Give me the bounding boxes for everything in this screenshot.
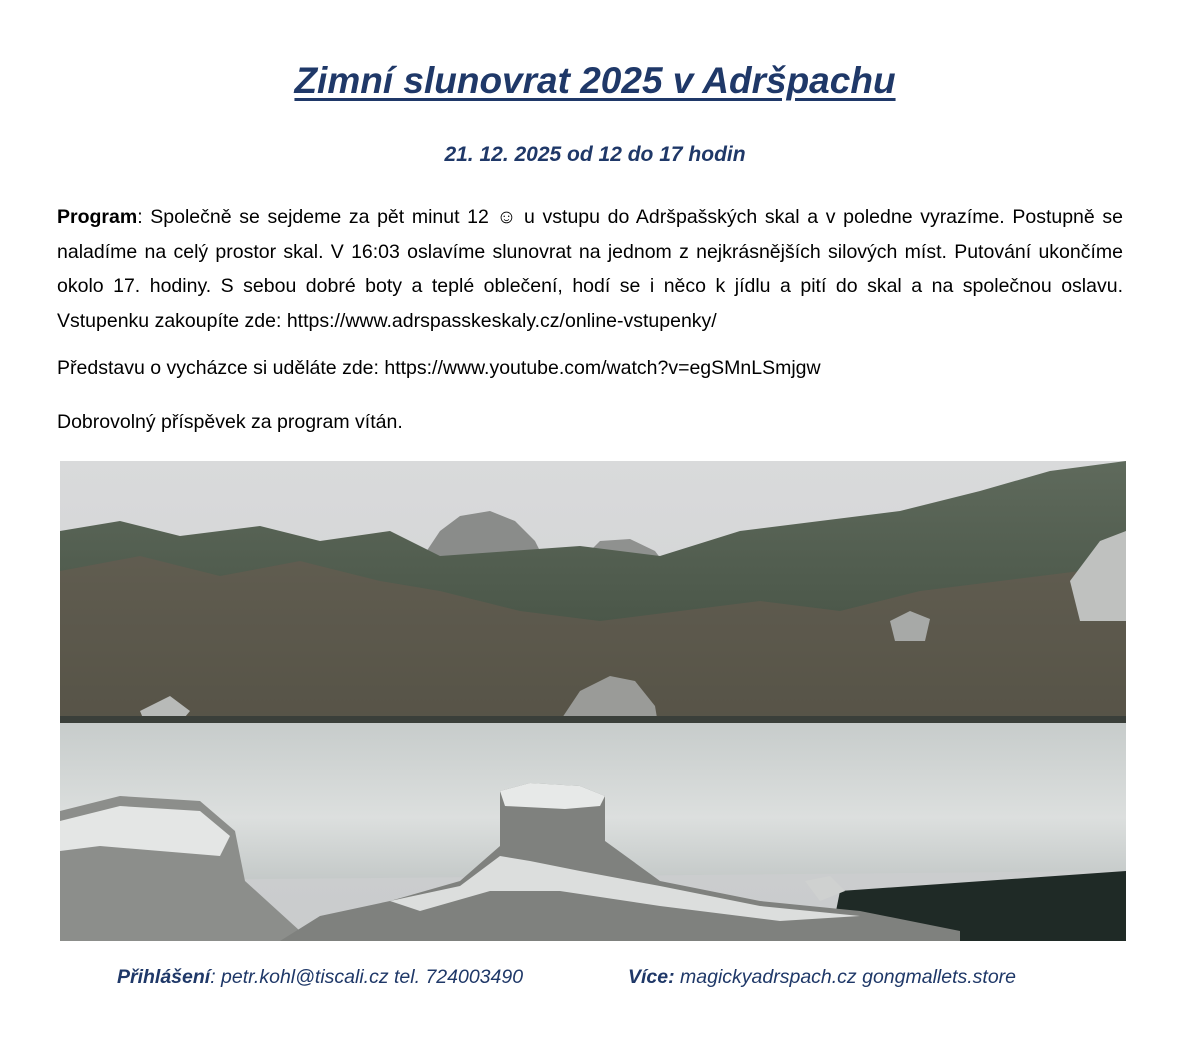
donation-line: Dobrovolný příspěvek za program vítán. (57, 411, 403, 433)
program-paragraph (57, 200, 1123, 338)
program-label: Program (57, 206, 138, 228)
more-links: magickyadrspach.cz gongmallets.store (674, 966, 1017, 988)
signup-info (117, 966, 523, 989)
program-text: : Společně se sejdeme za pět minut 12 ☺ u vstupu do Adršpašských skal a v poledne vyrazíme. Postupně se naladíme na celý prostor skal. V 16:03 oslavíme slunovrat na jednom z nejkrásnějších silových míst. Putování ukončíme okolo 17. hodiny. S sebou dobré boty a teplé oblečení, hodí se i něco k jídlu a pití do skal a na společnou oslavu. Vstupenku zakoupíte zde: https://www.adrspasskeskaly.cz/online-vstupenky/ (57, 206, 1123, 332)
winter-lake-photo (60, 461, 1126, 941)
page-title: Zimní slunovrat 2025 v Adršpachu (294, 60, 896, 101)
video-line: Představu o vycházce si uděláte zde: https://www.youtube.com/watch?v=egSMnLSmjgw (57, 357, 821, 379)
more-label: Více: (628, 966, 675, 988)
event-date: 21. 12. 2025 od 12 do 17 hodin (444, 143, 746, 166)
signup-label: Přihlášení (117, 966, 211, 988)
more-info (628, 966, 1016, 989)
signup-contact: : petr.kohl@tiscali.cz tel. 724003490 (210, 966, 524, 988)
